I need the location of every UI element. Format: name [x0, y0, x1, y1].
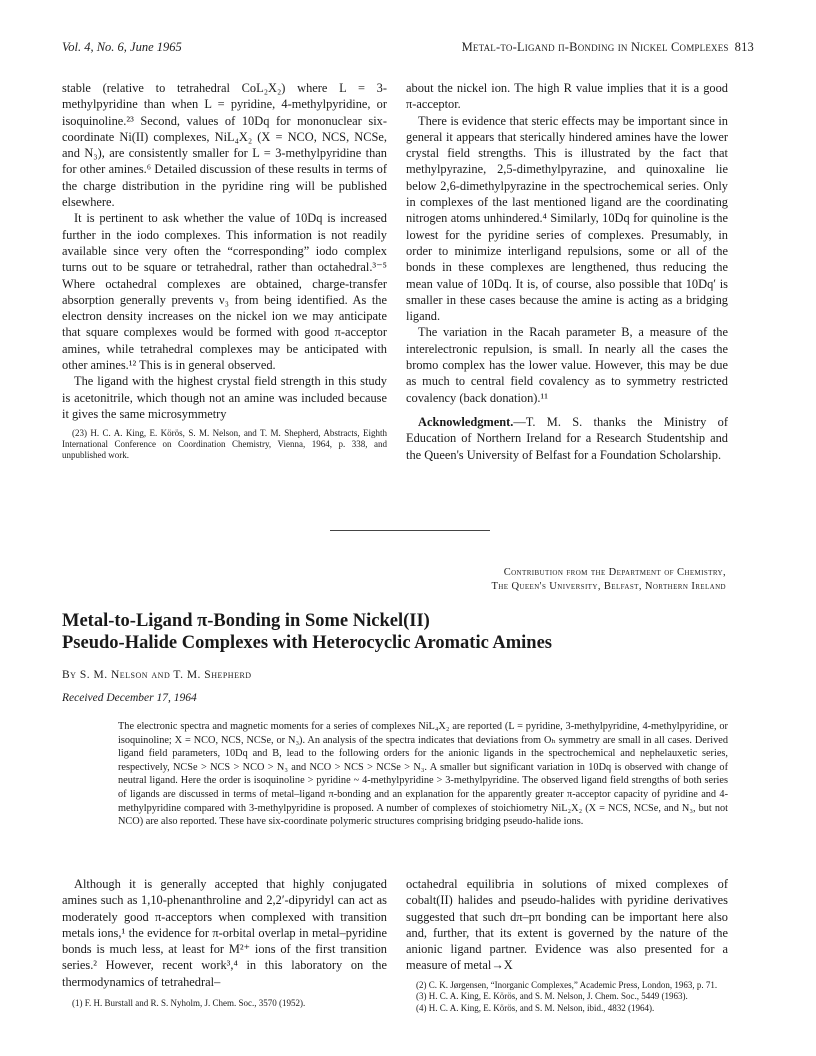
- acknowledgment-body: —T. M. S. thanks the Ministry of Education of Northern Ireland for a Research Studentship and the Queen's University of Belfast for a Foundation Scholarship.: [406, 414, 728, 462]
- bottom-left-column: [62, 876, 387, 1010]
- acknowledgment: [406, 414, 728, 463]
- article-title-line-1: Metal-to-Ligand π-Bonding in Some Nickel(II): [62, 611, 430, 631]
- running-header-journal: Vol. 4, No. 6, June 1965: [62, 40, 182, 54]
- running-title: Metal-to-Ligand π-Bonding in Nickel Complexes: [461, 40, 729, 54]
- contribution-line-2: The Queen's University, Belfast, Northern Ireland: [491, 581, 726, 592]
- article-authors: By S. M. Nelson and T. M. Shepherd: [62, 669, 252, 681]
- paragraph: The variation in the Racah parameter B, a measure of the interelectronic repulsion, is small. In nearly all the cases the bromo complex has the lower value. However, this may be due as much to central field covalency as to symmetry restricted covalency (back donation).¹¹: [406, 325, 728, 405]
- section-divider: [330, 530, 490, 531]
- page-number: 813: [734, 40, 754, 54]
- paragraph: The ligand with the highest crystal field strength in this study is acetonitrile, which though not an amine was included because it gives the same microsymmetry: [62, 374, 387, 421]
- paragraph: stable (relative to tetrahedral CoL₂X₂) where L = 3-methylpyridine than when L = pyridine, 4-methylpyridine, or isoquinoline.²³ Second, values of 10Dq for mononuclear six-coordinate Ni(II) complexes, NiL₄X₂ (X = NCO, NCS, NCSe, and N₃), are consistently smaller for L = 3-methylpyridine than for other amines.⁶ Detailed discussion of these results in terms of the charge distribution in the pyridine ring will be published elsewhere.: [62, 81, 387, 210]
- paragraph: octahedral equilibria in solutions of mixed complexes of cobalt(II) halides and pseudo-halides with pyridine derivatives suggested that such dπ–pπ bonding can be important here also and, further, that its extent is governed by the nature of the anionic ligand partner. Evidence was also presented for a measure of metal→X: [406, 877, 728, 973]
- footnote-1: (1) F. H. Burstall and R. S. Nyholm, J. Chem. Soc., 3570 (1952).: [72, 998, 306, 1009]
- running-header-title: [462, 40, 754, 55]
- abstract: The electronic spectra and magnetic moments for a series of complexes NiL₄X₂ are reported (L = pyridine, 3-methylpyridine, 4-methylpyridine, or isoquinoline; X = NCO, NCS, NCSe, or N₃). An analysis of the spectra indicates that deviations from Oₕ symmetry are small in all cases. Derived ligand field parameters, 10Dq and B, lead to the following orders for the anionic ligands in the spectrochemical and nephelauxetic series, respectively, NCSe > NCS > NCO > N₃ and NCO > NCS > NCSe > N₃. A smaller but significant variation in 10Dq is observed with change of neutral ligand. Here the order is isoquinoline > pyridine ~ 4-methylpyridine > 3-methylpyridine. The observed ligand field strengths of both series of ligands are discussed in terms of metal–ligand π-bonding and an explanation for the apparently greater π-acceptor capacity of pyridine and 4-methylpyridine compared with 3-methylpyridine is proposed. A number of complexes of stoichiometry NiL₂X₂ (X = NCS, NCSe, and N₃, but not NCO) are also reported. These have six-coordinate polymeric structures comprising bridging pseudo-halide ions.: [118, 721, 728, 828]
- article-title: [62, 610, 762, 654]
- acknowledgment-heading: Acknowledgment.: [418, 414, 514, 429]
- bottom-right-column: [406, 876, 728, 1014]
- footnotes-block: [406, 980, 728, 1015]
- contribution-line-1: Contribution from the Department of Chemistry,: [503, 567, 726, 578]
- received-date: Received December 17, 1964: [62, 692, 197, 704]
- paragraph: Although it is generally accepted that highly conjugated amines such as 1,10-phenanthroline and 2,2′-dipyridyl can act as moderately good π-acceptors when complexed with transition metals ions,¹ the evidence for π-orbital overlap in metal–pyridine bonds is much less, at least for M²⁺ ions of the first transition series.² However, recent work³,⁴ in this laboratory on the thermodynamics of tetrahedral–: [62, 877, 387, 989]
- footnote-23: (23) H. C. A. King, E. Körös, S. M. Nelson, and T. M. Shepherd, Abstracts, Eighth International Conference on Coordination Chemistry, Vienna, 1964, p. 338, and unpublished work.: [62, 428, 387, 461]
- paragraph: about the nickel ion. The high R value implies that it is a good π-acceptor.: [406, 81, 728, 112]
- contribution-block: [491, 566, 726, 594]
- paragraph: It is pertinent to ask whether the value of 10Dq is increased further in the iodo complexes. This information is not readily available since very often the “corresponding” iodo complex turns out to be square or tetrahedral, rather than octahedral.³⁻⁵ Where octahedral complexes are obtained, charge-transfer absorption generally prevents ν₃ from being identified. As the electron density increases on the nickel ion we may anticipate that square complexes would be formed with good π-acceptor amines, while tetrahedral complexes may be anticipated with other amines.¹² This is in general observed.: [62, 211, 387, 373]
- footnote-4: (4) H. C. A. King, E. Körös, and S. M. Nelson, ibid., 4832 (1964).: [416, 1002, 655, 1013]
- paragraph: There is evidence that steric effects may be important since in general it appears that sterically hindered amines have the lower crystal field strengths. This is illustrated by the fact that methylpyrazine, 2,5-dimethylpyrazine, and quinoxaline lie below 2,6-dimethylpyrazine in the spectrochemical series. Only in complexes of the last mentioned ligand are the coordinating nitrogen atoms unhindered.⁴ Similarly, 10Dq for quinoline is the lowest for the pyridine series of complexes. Presumably, in order to minimize interligand repulsions, some or all of the bonds in these complexes are lengthened, thus reducing the mean value of 10Dq. It is, of course, also possible that 10Dq′ is smaller in these cases because the amine is acting as a bridging ligand.: [406, 113, 728, 324]
- footnote-3: (3) H. C. A. King, E. Körös, and S. M. Nelson, J. Chem. Soc., 5449 (1963).: [416, 991, 688, 1002]
- top-left-column: [62, 80, 387, 461]
- top-right-column: [406, 80, 728, 463]
- article-title-line-2: Pseudo-Halide Complexes with Heterocyclic Aromatic Amines: [62, 633, 553, 653]
- footnote-2: (2) C. K. Jørgensen, “Inorganic Complexes,” Academic Press, London, 1963, p. 71.: [416, 979, 718, 990]
